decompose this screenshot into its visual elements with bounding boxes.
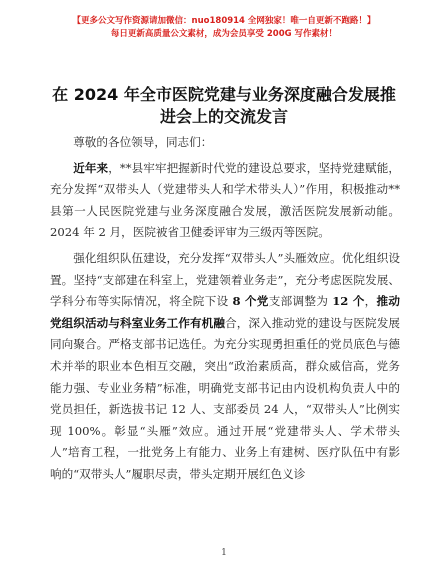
promo-banner-line-2: 每日更新高质量公文素材，成为会员享受 200G 写作素材！ <box>110 29 338 39</box>
promo-banner <box>0 15 448 41</box>
paragraph-2-bold-2: 12 个 <box>332 294 365 309</box>
paragraph-1 <box>50 158 400 244</box>
document-body <box>50 132 400 490</box>
promo-banner-line-1: 【更多公文写作资源请加微信：nuo180914 全网独家！唯一自更新不跑路！】 <box>72 16 376 26</box>
paragraph-2-text-4: 合，深入推动党的建设与医院发展同向聚合。严格支部书记选任。为充分实现勇担重任的党员底色与德术并举的职业本色相互交融，突出“政治素质高，群众威信高，党务能力强、专业业务精”标准，明确党支部书记由内设机构负责人中的党员担任，新选拔书记 12 人、支部委员 24 人，“双带头人”比例实现 100%。彰显“头雁”效应。通过开展“党建带头人、学术带头人”培育工程，一批党务上有能力、业务上有建树、医疗队伍中有影响的“双带头人”履职尽责，带头定期开展红色义诊 <box>50 315 400 481</box>
document-title <box>40 84 408 128</box>
paragraph-1-lead: 近年来 <box>73 160 109 175</box>
paragraph-1-text: ，**县牢牢把握新时代党的建设总要求，坚持党建赋能，充分发挥“双带头人（党建带头人和学术带头人）”作用，积极推动**县第一人民医院党建与业务深度融合发展，激活医院发展新动能。2024 年 2 月，医院被省卫健委评审为三级丙等医院。 <box>50 160 400 240</box>
paragraph-2-bold-1: 8 个党 <box>232 294 269 309</box>
paragraph-2 <box>50 248 400 486</box>
document-title-line-1: 在 2024 年全市医院党建与业务深度融合发展推 <box>52 85 396 104</box>
page-number: 1 <box>221 548 227 558</box>
salutation: 尊敬的各位领导，同志们： <box>73 135 213 149</box>
paragraph-2-text-1: 强化组织队伍建设，充分发挥“双带头人”头雁效应。优化组织设置。坚持“支部建在科室上，党建领着业务走”，充分考虑医院发展、学科分布等实际情况，将全院下设 <box>50 250 400 309</box>
paragraph-2-text-2: 支部调整为 <box>268 294 333 309</box>
paragraph-2-bold-3: 推动党组织活动与科室业务工作有机融 <box>50 294 401 330</box>
document-title-line-2: 进会上的交流发言 <box>159 107 288 126</box>
paragraph-2-text-3: ， <box>364 294 377 309</box>
